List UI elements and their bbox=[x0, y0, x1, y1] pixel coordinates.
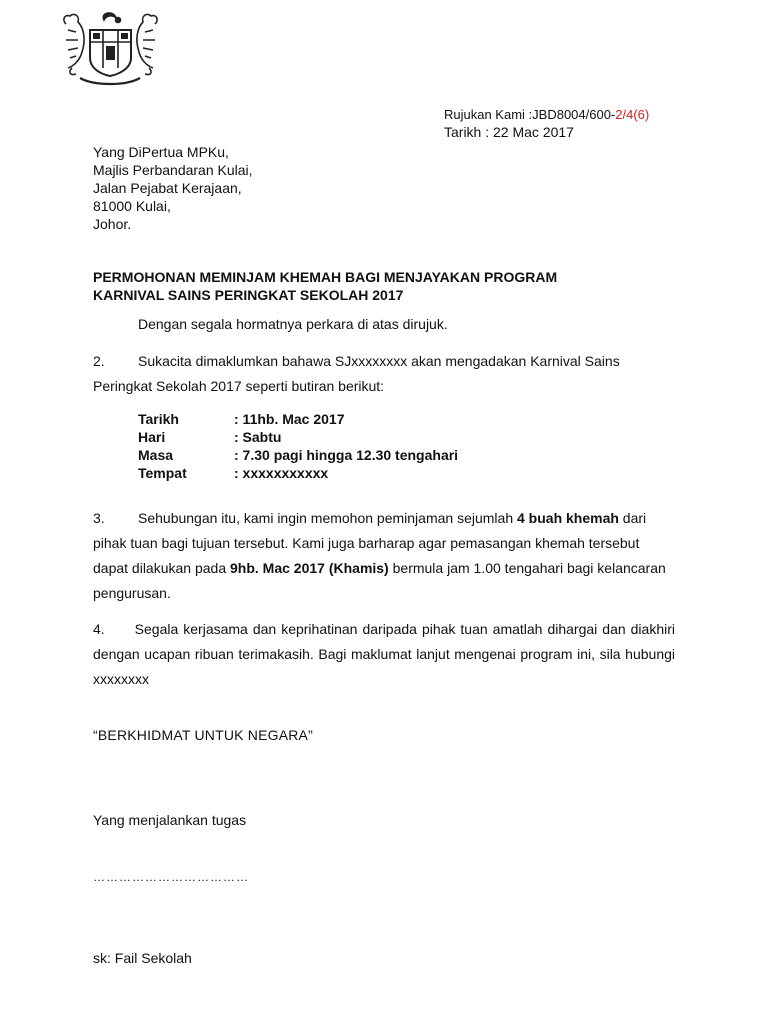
detail-row bbox=[138, 410, 458, 428]
detail-key: Tempat bbox=[138, 465, 187, 481]
paragraph-number: 2. bbox=[93, 353, 105, 369]
paragraph-number: 4. bbox=[93, 621, 105, 637]
paragraph-2 bbox=[93, 349, 675, 399]
paragraph-3-bold-date: 9hb. Mac 2017 (Khamis) bbox=[230, 560, 389, 576]
address-line: 81000 Kulai, bbox=[93, 198, 171, 214]
detail-value: : 7.30 pagi hingga 12.30 tengahari bbox=[234, 447, 459, 463]
detail-value: : 11hb. Mac 2017 bbox=[234, 411, 345, 427]
paragraph-number: 3. bbox=[93, 510, 105, 526]
paragraph-4 bbox=[93, 617, 675, 692]
signature-line: ……………………………… bbox=[93, 870, 249, 884]
paragraph-3-text-a: Sehubungan itu, kami ingin memohon peminjaman sejumlah bbox=[138, 510, 517, 526]
address-line: Yang DiPertua MPKu, bbox=[93, 144, 229, 160]
reference-red-part: 2/4(6) bbox=[615, 107, 650, 122]
cc-line: sk: Fail Sekolah bbox=[93, 950, 192, 966]
reference-label: Rujukan Kami :JBD8004/600- bbox=[444, 107, 616, 122]
letter-date: Tarikh : 22 Mac 2017 bbox=[444, 124, 574, 140]
subject-line-2: KARNIVAL SAINS PERINGKAT SEKOLAH 2017 bbox=[93, 287, 404, 303]
paragraph-3-bold-tents: 4 buah khemah bbox=[517, 510, 619, 526]
letter-subject bbox=[93, 268, 693, 304]
detail-row bbox=[138, 464, 458, 482]
address-line: Majlis Perbandaran Kulai, bbox=[93, 162, 253, 178]
address-line: Johor. bbox=[93, 216, 132, 232]
paragraph-1: Dengan segala hormatnya perkara di atas dirujuk. bbox=[138, 316, 448, 332]
detail-value: : xxxxxxxxxxx bbox=[234, 465, 329, 481]
reference-number bbox=[444, 107, 649, 123]
closing-line: Yang menjalankan tugas bbox=[93, 812, 247, 828]
address-line: Jalan Pejabat Kerajaan, bbox=[93, 180, 242, 196]
paragraph-2-text: Sukacita dimaklumkan bahawa SJxxxxxxxx akan mengadakan Karnival Sains Peringkat Sekolah 2017 seperti butiran berikut: bbox=[93, 353, 620, 394]
recipient-address bbox=[93, 143, 253, 233]
detail-key: Hari bbox=[138, 429, 166, 445]
detail-row bbox=[138, 446, 458, 464]
detail-value: : Sabtu bbox=[234, 429, 282, 445]
event-details bbox=[138, 410, 458, 482]
motto: “BERKHIDMAT UNTUK NEGARA” bbox=[93, 727, 313, 743]
detail-key: Tarikh bbox=[138, 411, 179, 427]
paragraph-4-text: Segala kerjasama dan keprihatinan daripada pihak tuan amatlah dihargai dan diakhiri dengan ucapan ribuan terimakasih. Bagi maklumat lanjut mengenai program ini, sila hubungi xxxxxxxx bbox=[93, 621, 675, 687]
paragraph-3 bbox=[93, 506, 675, 606]
detail-key: Masa bbox=[138, 447, 174, 463]
paragraph-3-text-b: dari pihak tuan bagi tujuan tersebut. Kami juga barharap agar pemasangan khemah tersebut dapat dilakukan pada bbox=[93, 510, 647, 576]
paragraph-3-text-c: bermula jam 1.00 tengahari bagi kelancaran pengurusan. bbox=[93, 560, 666, 601]
coat-of-arms-logo bbox=[58, 10, 163, 88]
detail-row bbox=[138, 428, 458, 446]
subject-line-1: PERMOHONAN MEMINJAM KHEMAH BAGI MENJAYAKAN PROGRAM bbox=[93, 269, 558, 285]
